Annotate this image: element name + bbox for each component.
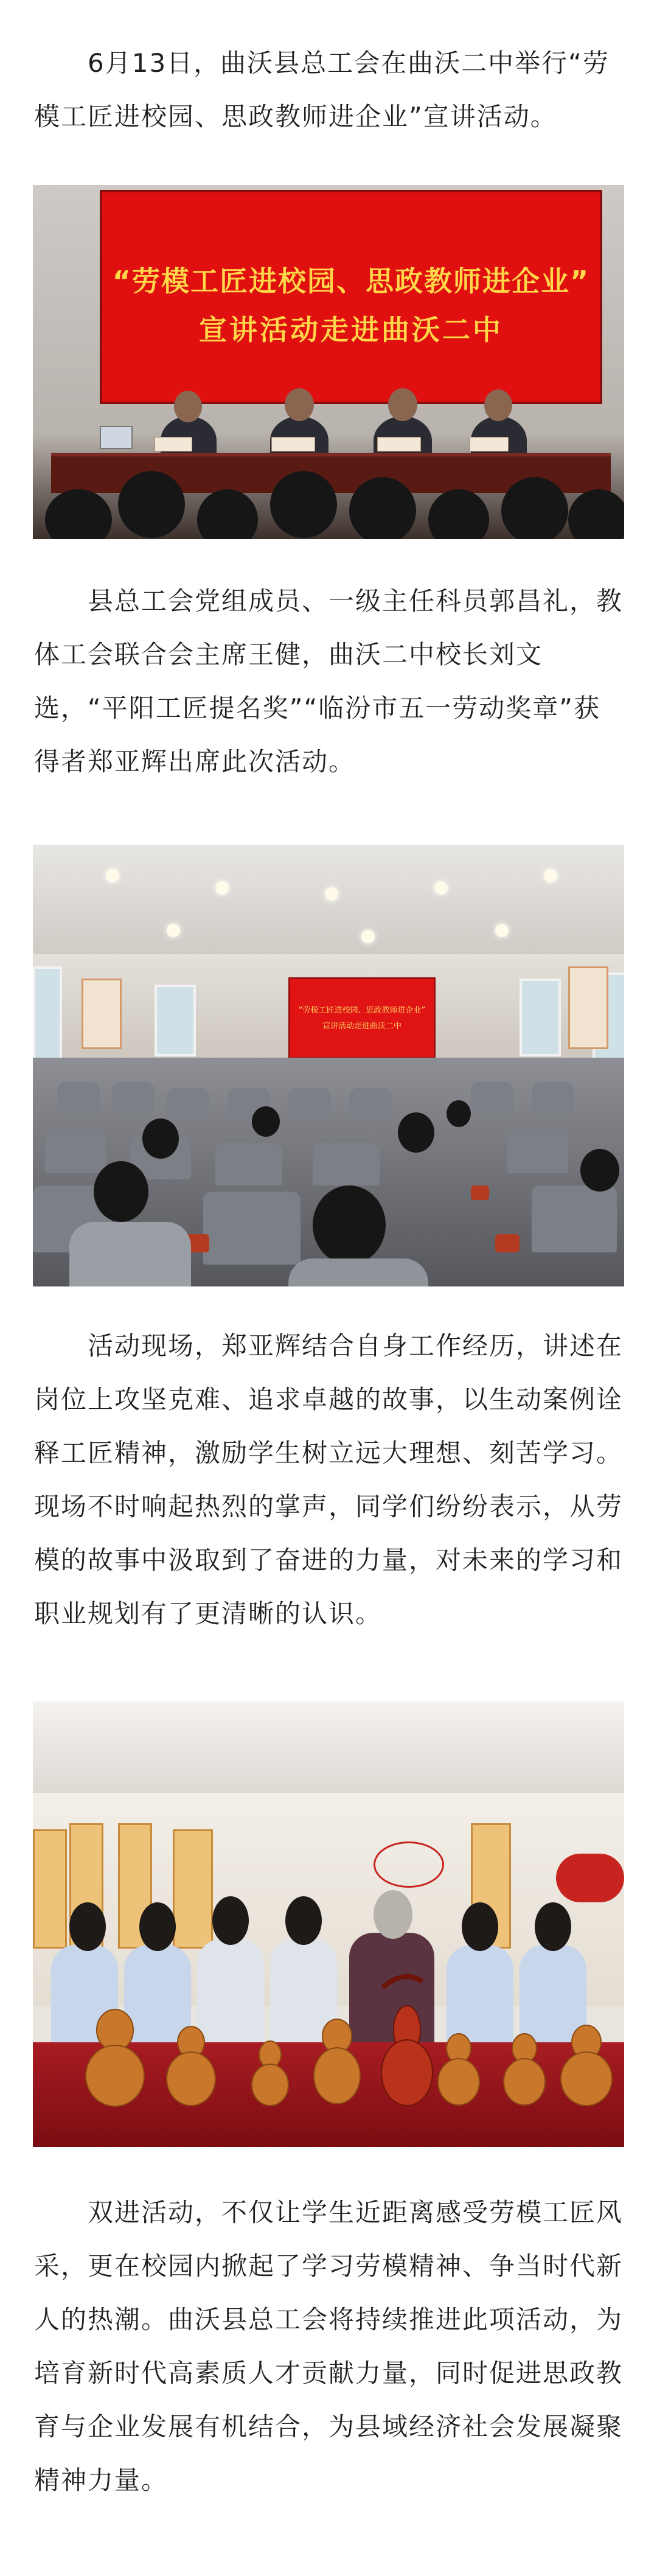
gourd-craft-photo xyxy=(33,1702,624,2147)
lecture-hall-photo xyxy=(33,845,624,1286)
paragraph-intro: 6月13日，曲沃县总工会在曲沃二中举行“劳模工匠进校园、思政教师进企业”宣讲活动。 xyxy=(34,48,610,131)
paragraph-conclusion: 双进活动，不仅让学生近距离感受劳模工匠风采，更在校园内掀起了学习劳模精神、争当时代新人的热潮。曲沃县总工会将持续推进此项活动，为培育新时代高素质人才贡献力量，同时促进思政教育与企业发展有机结合，为县域经济社会发展凝聚精神力量。 xyxy=(34,2197,624,2495)
banner-line-2: 宣讲活动走进曲沃二中 xyxy=(199,313,503,346)
stage-screen xyxy=(288,977,436,1059)
paragraph-attendees: 县总工会党组成员、一级主任科员郭昌礼，教体工会联合会主席王健，曲沃二中校长刘文选，“平阳工匠提名奖”“临汾市五一劳动奖章”获得者郑亚辉出席此次活动。 xyxy=(34,586,624,777)
gourd-artworks xyxy=(33,1963,624,2109)
screen-line-1: “劳模工匠进校园、思政教师进企业” xyxy=(298,1006,426,1015)
paragraph-activity: 活动现场，郑亚辉结合自身工作经历，讲述在岗位上攻坚克难、追求卓越的故事，以生动案例诠释工匠精神，激励学生树立远大理想、刻苦学习。现场不时响起热烈的掌声，同学们纷纷表示，从劳模的故事中汲取到了奋进的力量，对未来的学习和职业规划有了更清晰的认识。 xyxy=(34,1331,624,1628)
red-banner xyxy=(100,190,602,404)
screen-line-2: 宣讲活动走进曲沃二中 xyxy=(322,1022,401,1031)
banner-line-1: “劳模工匠进校园、思政教师进企业” xyxy=(112,265,590,298)
stage-photo xyxy=(33,185,624,539)
